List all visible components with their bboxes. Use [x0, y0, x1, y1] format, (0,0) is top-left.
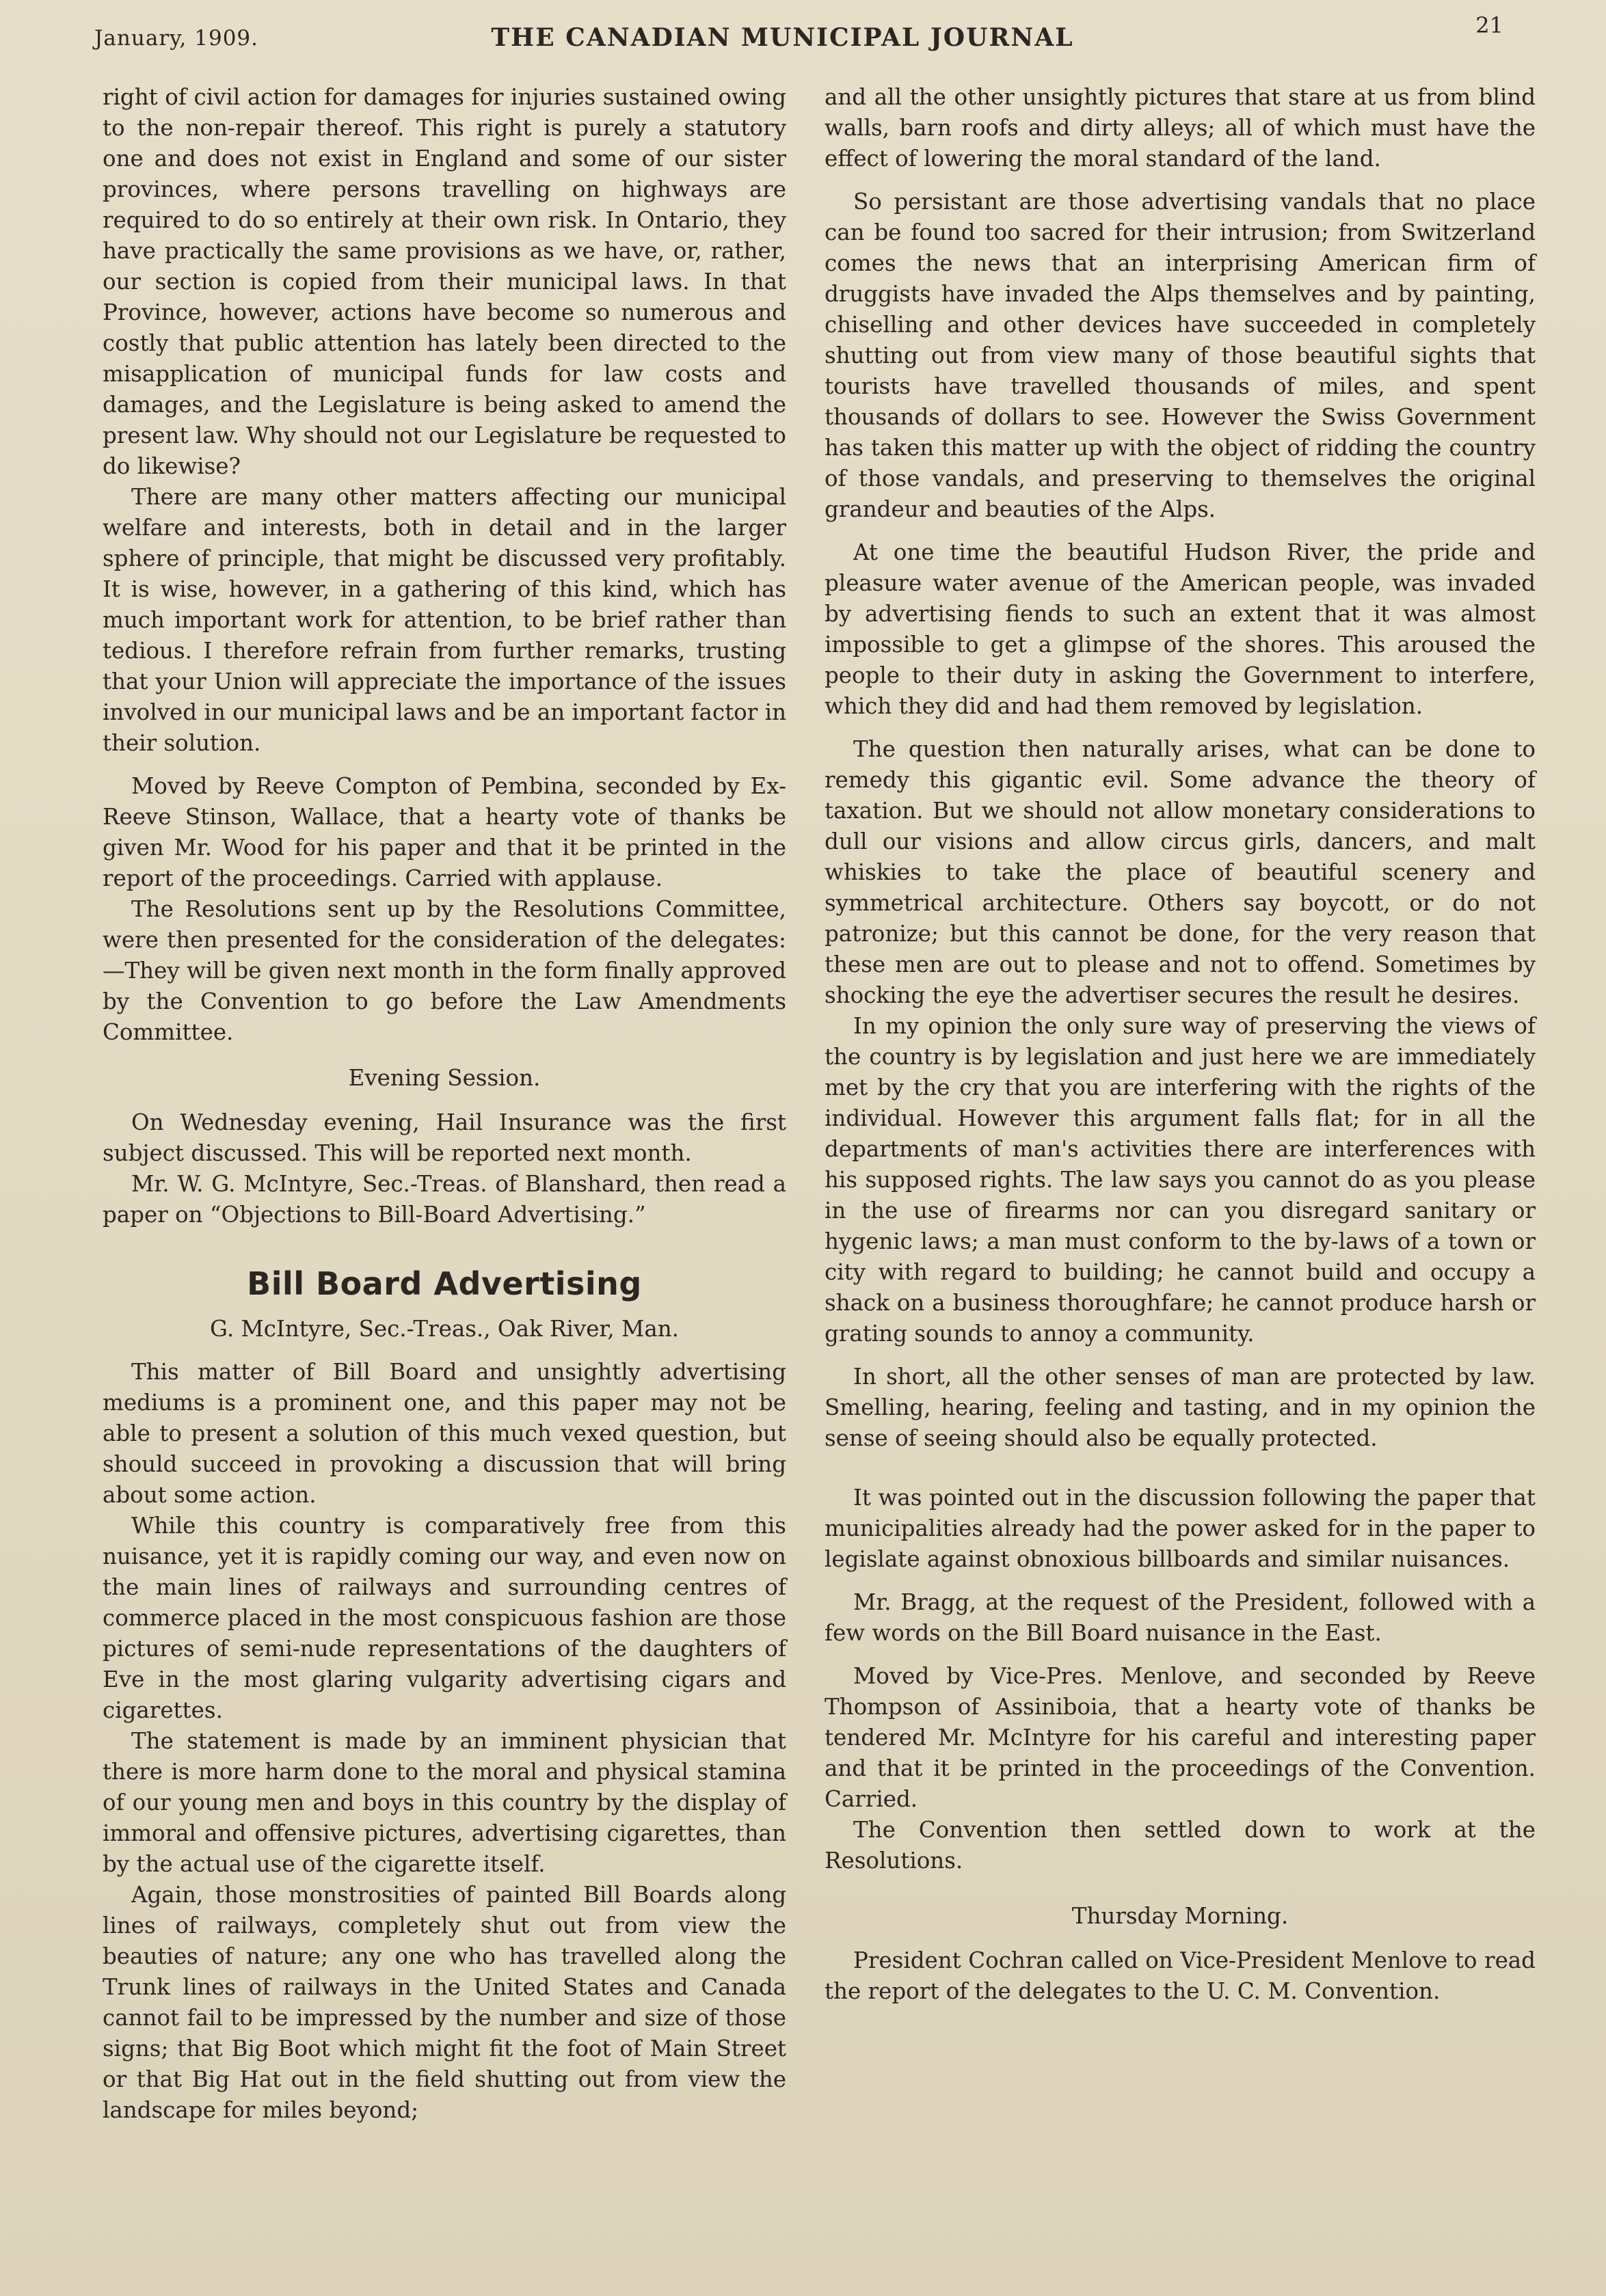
- running-head: [0, 12, 1606, 60]
- paragraph: So persistant are those advertising vandals that no place can be found too sacred for their intrusion; from Switzerland comes the news that an interprising American firm of druggists have invaded the Alps themselves and by painting, chiselling and other devices have succeeded in completely shutting out from view many of those beautiful sights that tourists have travelled thousands of miles, and spent thousands of dollars to see. However the Swiss Government has taken this matter up with the object of ridding the country of those vandals, and preserving to themselves the original grandeur and beauties of the Alps.: [825, 189, 1536, 522]
- article-byline: G. McIntyre, Sec.-Treas., Oak River, Man.: [210, 1316, 679, 1342]
- paragraph: President Cochran called on Vice-President Menlove to read the report of the delegates to the U. C. M. Convention.: [825, 1947, 1536, 2004]
- paragraph: While this country is comparatively free from this nuisance, yet it is rapidly coming our way, and even now on the main lines of railways and surrounding centres of commerce placed in the most conspicuous fashion are those pictures of semi-nude representations of the daughters of Eve in the most glaring vulgarity advertising cigars and cigarettes.: [103, 1513, 786, 1723]
- paragraph: In my opinion the only sure way of preserving the views of the country is by legislation and just here we are immediately met by the cry that you are interfering with the rights of the individual. However this argument falls flat; for in all the departments of man's activities there are interferences with his supposed rights. The law says you cannot do as you please in the use of firearms nor can you disregard sanitary or hygenic laws; a man must conform to the by-laws of a town or city with regard to building; he cannot build and occupy a shack on a business thoroughfare; he cannot produce harsh or grating sounds to annoy a community.: [825, 1013, 1536, 1347]
- paragraph: It was pointed out in the discussion following the paper that municipalities already had the power asked for in the paper to legislate against obnoxious billboards and similar nuisances.: [825, 1485, 1536, 1572]
- right-column: [825, 82, 1536, 2007]
- paragraph: At one time the beautiful Hudson River, the pride and pleasure water avenue of the American people, was invaded by advertising fiends to such an extent that it was almost impossible to get a glimpse of the shores. This aroused the people to their duty in asking the Government to interfere, which they did and had them removed by legislation.: [825, 539, 1536, 719]
- paragraph: right of civil action for damages for injuries sustained owing to the non-repair thereof. This right is purely a statutory one and does not exist in England and some of our sister provinces, where persons travelling on highways are required to do so entirely at their own risk. In Ontario, they have practically the same provisions as we have, or, rather, our section is copied from their municipal laws. In that Province, however, actions have become so numerous and costly that public attention has lately been directed to the misapplication of municipal funds for law costs and damages, and the Legislature is being asked to amend the present law. Why should not our Legislature be requested to do likewise?: [103, 84, 786, 479]
- left-column: [103, 82, 786, 2126]
- paragraph: Moved by Vice-Pres. Menlove, and seconded by Reeve Thompson of Assiniboia, that a hearty vote of thanks be tendered Mr. McIntyre for his careful and interesting paper and that it be printed in the proceedings of the Convention. Carried.: [825, 1663, 1536, 1812]
- paragraph: In short, all the other senses of man are protected by law. Smelling, hearing, feeling and tasting, and in my opinion the sense of seeing should also be equally protected.: [825, 1364, 1536, 1451]
- paragraph: This matter of Bill Board and unsightly advertising mediums is a prominent one, and this paper may not be able to present a solution of this much vexed question, but should succeed in provoking a discussion that will bring about some action.: [103, 1359, 786, 1508]
- article-title: Bill Board Advertising: [247, 1265, 642, 1302]
- paragraph: On Wednesday evening, Hail Insurance was the first subject discussed. This will be reported next month.: [103, 1109, 786, 1166]
- page-number: 21: [1475, 12, 1503, 38]
- journal-title: THE CANADIAN MUNICIPAL JOURNAL: [491, 23, 1074, 52]
- paragraph: Moved by Reeve Compton of Pembina, seconded by Ex-Reeve Stinson, Wallace, that a hearty vote of thanks be given Mr. Wood for his paper and that it be printed in the report of the proceedings. Carried with applause.: [103, 773, 786, 891]
- paragraph: There are many other matters affecting our municipal welfare and interests, both in detail and in the larger sphere of principle, that might be discussed very profitably. It is wise, however, in a gathering of this kind, which has much important work for attention, to be brief rather than tedious. I therefore refrain from further remarks, trusting that your Union will appreciate the importance of the issues involved in our municipal laws and be an important factor in their solution.: [103, 484, 786, 756]
- paragraph: The Resolutions sent up by the Resolutions Committee, were then presented for the consideration of the delegates:—They will be given next month in the form finally approved by the Convention to go before the Law Amendments Committee.: [103, 896, 786, 1045]
- paragraph: and all the other unsightly pictures that stare at us from blind walls, barn roofs and dirty alleys; all of which must have the effect of lowering the moral standard of the land.: [825, 84, 1536, 172]
- paragraph: The question then naturally arises, what can be done to remedy this gigantic evil. Some advance the theory of taxation. But we should not allow monetary considerations to dull our visions and allow circus girls, dancers, and malt whiskies to take the place of beautiful scenery and symmetrical architecture. Others say boycott, or do not patronize; but this cannot be done, for the very reason that these men are out to please and not to offend. Sometimes by shocking the eye the advertiser secures the result he desires.: [825, 736, 1536, 1008]
- paragraph: The statement is made by an imminent physician that there is more harm done to the moral and physical stamina of our young men and boys in this country by the display of immoral and offensive pictures, advertising cigarettes, than by the actual use of the cigarette itself.: [103, 1728, 786, 1877]
- paragraph: Mr. Bragg, at the request of the President, followed with a few words on the Bill Board nuisance in the East.: [825, 1589, 1536, 1646]
- paragraph: Again, those monstrosities of painted Bill Boards along lines of railways, completely shut out from view the beauties of nature; any one who has travelled along the Trunk lines of railways in the United States and Canada cannot fail to be impressed by the number and size of those signs; that Big Boot which might fit the foot of Main Street or that Big Hat out in the field shutting out from view the landscape for miles beyond;: [103, 1882, 786, 2123]
- issue-date: January, 1909.: [94, 26, 258, 51]
- paragraph: Mr. W. G. McIntyre, Sec.-Treas. of Blanshard, then read a paper on “Objections to Bill-Board Advertising.”: [103, 1171, 786, 1228]
- section-heading-thursday: Thursday Morning.: [1071, 1903, 1289, 1929]
- section-heading-evening: Evening Session.: [348, 1065, 541, 1091]
- paragraph: The Convention then settled down to work at the Resolutions.: [825, 1817, 1536, 1874]
